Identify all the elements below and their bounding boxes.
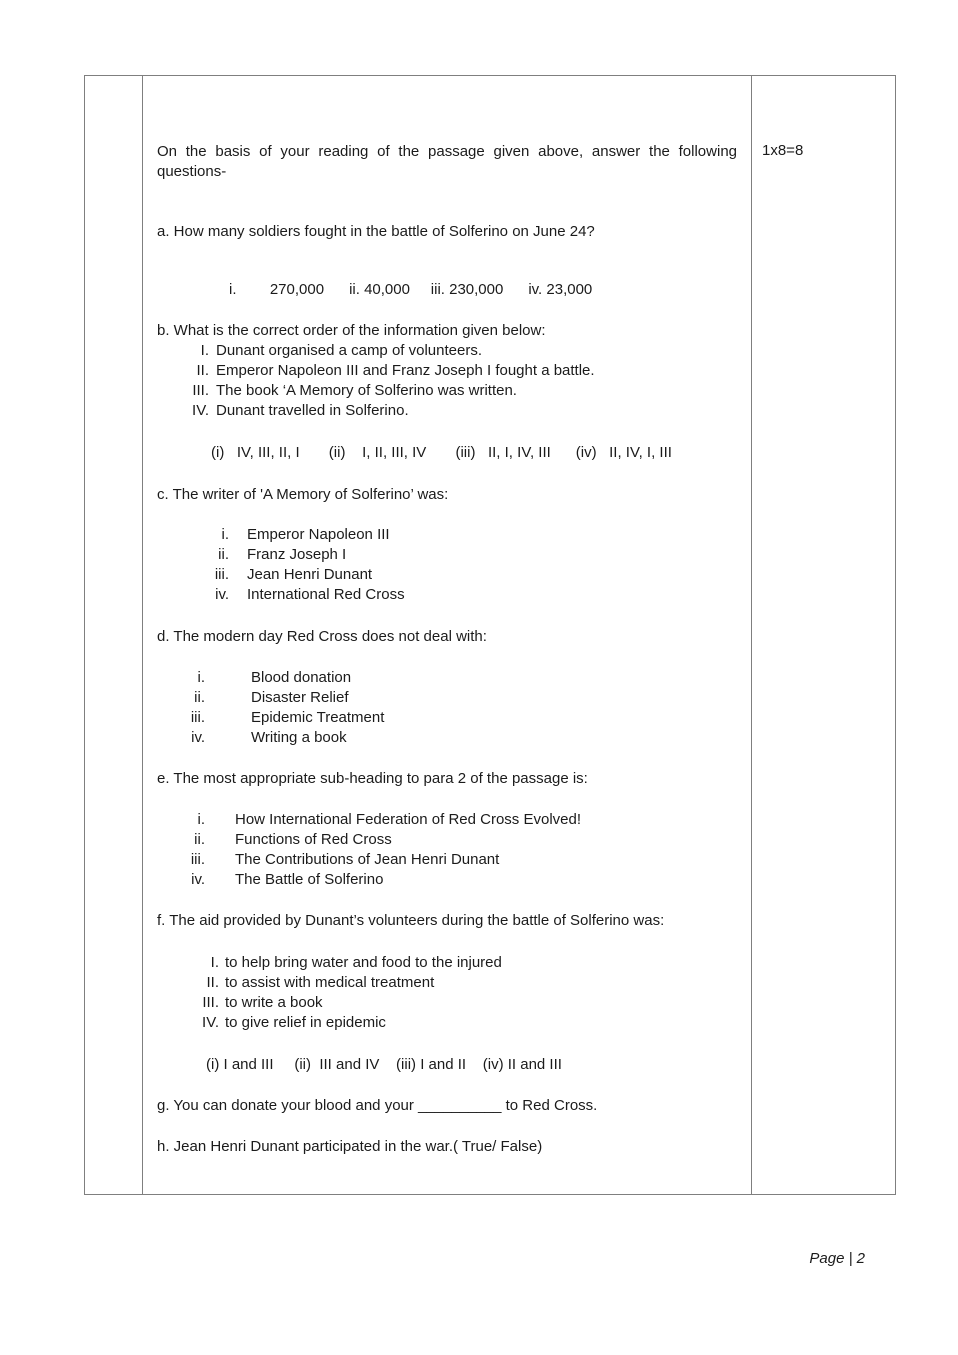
option-item	[157, 585, 737, 605]
question-f-items	[157, 953, 737, 1033]
option-label: iv.	[191, 729, 205, 746]
question-d-text: d. The modern day Red Cross does not deal with:	[157, 628, 487, 645]
option-item	[157, 688, 737, 708]
item-label: II.	[196, 362, 209, 379]
item-label: III.	[202, 994, 219, 1011]
question-a-text: a. How many soldiers fought in the battle of Solferino on June 24?	[157, 223, 595, 240]
item-label: IV.	[192, 402, 209, 419]
question-f-text: f. The aid provided by Dunant’s volunteers during the battle of Solferino was:	[157, 912, 665, 929]
option-item	[157, 810, 737, 830]
option-label: iv.	[191, 871, 205, 888]
option-item	[157, 545, 737, 565]
list-item	[157, 381, 737, 401]
option-label: iii.	[190, 851, 205, 868]
option-item	[157, 708, 737, 728]
list-item	[157, 401, 737, 421]
option-item	[157, 525, 737, 545]
option-label: i.	[221, 526, 229, 543]
option-text: Franz Joseph I	[247, 546, 347, 563]
question-content-column	[143, 76, 752, 1194]
question-e-text: e. The most appropriate sub-heading to para 2 of the passage is:	[157, 770, 588, 787]
option-label: ii.	[218, 546, 229, 563]
question-b-text: b. What is the correct order of the information given below:	[157, 322, 546, 339]
option-item	[157, 870, 737, 890]
option-text: Emperor Napoleon III	[247, 526, 390, 543]
option-item	[157, 728, 737, 748]
option-text: Writing a book	[251, 729, 347, 746]
option-label: iii.	[214, 566, 229, 583]
item-label: I.	[200, 342, 209, 359]
option-label: ii.	[194, 831, 205, 848]
item-text: to give relief in epidemic	[225, 1014, 386, 1031]
question-number-column	[85, 76, 143, 1194]
list-item	[157, 361, 737, 381]
list-item	[157, 1013, 737, 1033]
item-text: Dunant organised a camp of volunteers.	[216, 342, 482, 359]
option-text: Jean Henri Dunant	[247, 566, 373, 583]
option-item	[157, 830, 737, 850]
question-d-options	[157, 668, 737, 748]
item-text: to write a book	[225, 994, 323, 1011]
option-item	[157, 850, 737, 870]
list-item	[157, 973, 737, 993]
option-item	[157, 668, 737, 688]
marks-value: 1x8=8	[762, 142, 804, 159]
option-text: How International Federation of Red Cross Evolved!	[235, 811, 582, 828]
option-label: iv.	[215, 586, 229, 603]
question-table	[84, 75, 896, 1195]
question-h-text: h. Jean Henri Dunant participated in the war.( True/ False)	[157, 1138, 543, 1155]
option-text: International Red Cross	[247, 586, 405, 603]
option-text: Functions of Red Cross	[235, 831, 392, 848]
option-label: i.	[197, 811, 205, 828]
question-b-options-line: (i) IV, III, II, I (ii) I, II, III, IV (iii) II, I, IV, III (iv) II, IV, I, III	[211, 444, 672, 461]
item-text: The book ‘A Memory of Solferino was written.	[216, 382, 517, 399]
option-label: iii.	[190, 709, 205, 726]
item-text: to help bring water and food to the injured	[225, 954, 502, 971]
item-label: III.	[192, 382, 209, 399]
item-text: Emperor Napoleon III and Franz Joseph I fought a battle.	[216, 362, 595, 379]
item-text: to assist with medical treatment	[225, 974, 435, 991]
option-text: Blood donation	[251, 669, 352, 686]
question-c-text: c. The writer of 'A Memory of Solferino’ was:	[157, 486, 449, 503]
item-label: I.	[210, 954, 219, 971]
option-item	[157, 565, 737, 585]
option-text: The Battle of Solferino	[235, 871, 384, 888]
question-f-options-line: (i) I and III (ii) III and IV (iii) I and II (iv) II and III	[206, 1056, 562, 1073]
question-c-options	[157, 525, 737, 605]
option-label: ii.	[194, 689, 205, 706]
marks-column	[752, 76, 895, 1194]
list-item	[157, 953, 737, 973]
question-b-items	[157, 341, 737, 421]
question-e-options	[157, 810, 737, 890]
option-label: i.	[197, 669, 205, 686]
intro-text: On the basis of your reading of the passage given above, answer the following questions-	[157, 143, 737, 180]
option-text: Disaster Relief	[251, 689, 349, 706]
list-item	[157, 993, 737, 1013]
option-text: The Contributions of Jean Henri Dunant	[235, 851, 500, 868]
item-label: II.	[206, 974, 219, 991]
item-text: Dunant travelled in Solferino.	[216, 402, 409, 419]
list-item	[157, 341, 737, 361]
item-label: IV.	[202, 1014, 219, 1031]
question-a-options-line: i. 270,000 ii. 40,000 iii. 230,000 iv. 23,000	[229, 281, 593, 298]
option-text: Epidemic Treatment	[251, 709, 385, 726]
question-g-text: g. You can donate your blood and your __________ to Red Cross.	[157, 1097, 598, 1114]
page-footer: Page | 2	[809, 1250, 865, 1267]
